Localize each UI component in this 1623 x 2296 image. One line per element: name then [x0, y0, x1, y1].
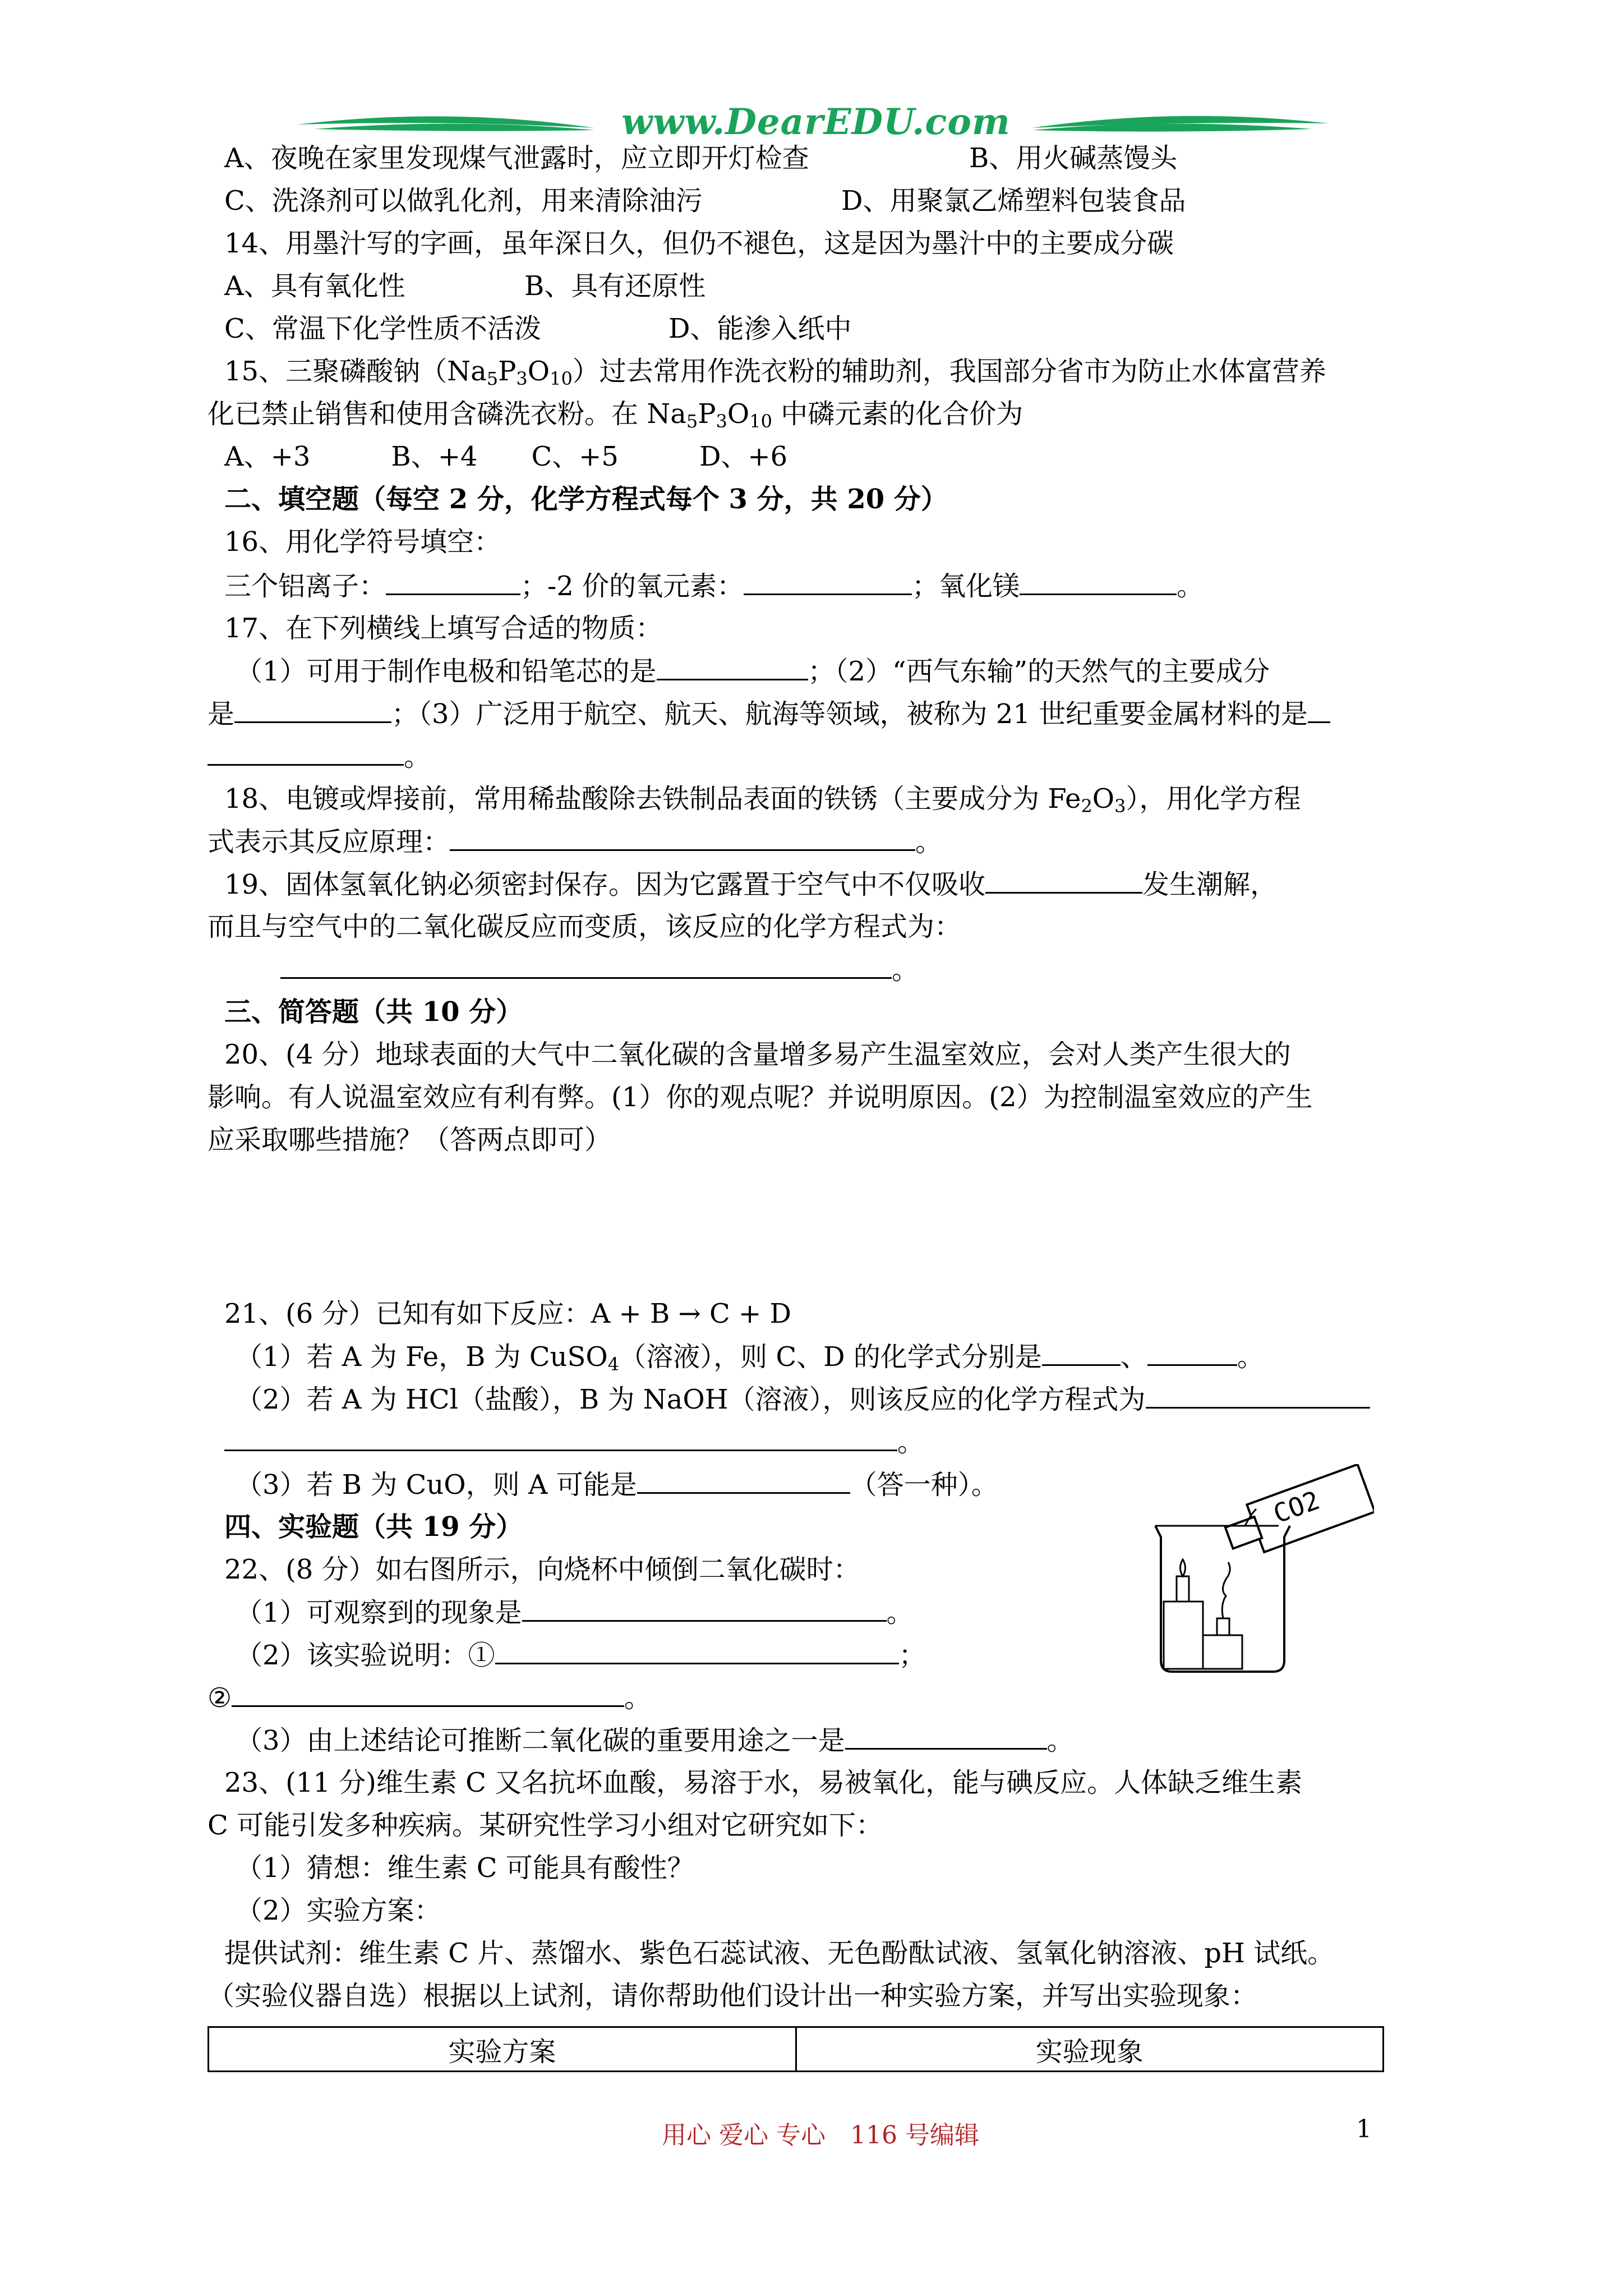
q15-options: A、+3 B、+4 C、+5 D、+6	[224, 441, 788, 472]
q18-stem: 18、电镀或焊接前，常用稀盐酸除去铁制品表面的铁锈（主要成分为 $Fe_2O_3$），用化学方程	[224, 783, 1301, 817]
q19-stem-2: 而且与空气中的二氧化碳反应而变质，该反应的化学方程式为：	[208, 911, 962, 942]
q16-blanks: 三个铝离子： ；-2 价的氧元素： ；氧化镁 。	[224, 569, 1204, 603]
q23-stem-1: 23、(11 分)维生素 C 又名抗坏血酸，易溶于水，易被氧化，能与碘反应。人体缺乏维生素	[224, 1767, 1303, 1798]
section-4-title: 四、实验题（共 19 分）	[224, 1511, 523, 1543]
answer-blank[interactable]	[1308, 697, 1330, 723]
q13-option-c: C、洗涤剂可以做乳化剂，用来清除油污	[224, 185, 703, 217]
q22-stem: 22、(8 分）如右图所示，向烧杯中倾倒二氧化碳时：	[224, 1554, 860, 1585]
page-number: 1	[1356, 2115, 1372, 2143]
table-header-plan: 实验方案	[209, 2027, 796, 2072]
q20-stem-3: 应采取哪些措施？（答两点即可）	[208, 1124, 612, 1156]
answer-blank[interactable]	[1146, 1382, 1370, 1409]
answer-blank[interactable]	[637, 1467, 850, 1494]
answer-blank[interactable]	[234, 697, 391, 723]
q23-instructions: （实验仪器自选）根据以上试剂，请你帮助他们设计出一种实验方案，并写出实验现象：	[208, 1980, 1258, 2012]
q17-part2: 是 ；（3）广泛用于航空、航天、航海等领域，被称为 21 世纪重要金属材料的是	[208, 697, 1330, 731]
answer-blank[interactable]	[1020, 569, 1177, 595]
answer-blank[interactable]	[657, 654, 808, 680]
q20-stem-1: 20、(4 分）地球表面的大气中二氧化碳的含量增多易产生温室效应，会对人类产生很大的	[224, 1039, 1291, 1070]
q23-part2: （2）实验方案：	[236, 1895, 441, 1926]
q14-stem: 14、用墨汁写的字画，虽年深日久，但仍不褪色，这是因为墨汁中的主要成分碳	[224, 228, 1174, 259]
answer-blank[interactable]	[450, 825, 915, 851]
q21-stem: 21、(6 分）已知有如下反应：A + B → C + D	[224, 1298, 791, 1329]
q17-stem: 17、在下列横线上填写合适的物质：	[224, 613, 663, 644]
site-logo: www.DearEDU.com	[621, 101, 1011, 143]
section-3-title: 三、简答题（共 10 分）	[224, 996, 523, 1028]
answer-blank[interactable]	[985, 867, 1142, 894]
answer-blank[interactable]	[208, 739, 404, 766]
q15-stem-2: 化已禁止销售和使用含磷洗衣粉。在 $Na_5P_3O_{10}$ 中磷元素的化合价为	[208, 398, 1023, 432]
q16-stem: 16、用化学符号填空：	[224, 526, 501, 558]
q14-option-a: A、具有氧化性	[224, 270, 405, 302]
footer-text: 用心 爱心 专心 116 号编辑	[662, 2121, 979, 2150]
q23-stem-2: C 可能引发多种疾病。某研究性学习小组对它研究如下：	[208, 1810, 883, 1841]
section-2-title: 二、填空题（每空 2 分，化学方程式每个 3 分，共 20 分）	[224, 484, 948, 515]
answer-blank[interactable]	[232, 1681, 624, 1707]
q13-option-a: A、夜晚在家里发现煤气泄露时，应立即开灯检查	[224, 142, 809, 174]
answer-blank[interactable]	[744, 569, 912, 595]
q13-option-d: D、用聚氯乙烯塑料包装食品	[841, 185, 1186, 217]
answer-blank[interactable]	[1042, 1340, 1121, 1366]
q22-part1: （1）可观察到的现象是 。	[236, 1595, 914, 1630]
q21-part1: （1）若 A 为 Fe，B 为 CuSO$_4$（溶液），则 C、D 的化学式分别是 、 。	[236, 1340, 1264, 1374]
q17-part3: 。	[208, 739, 431, 774]
table-header-row	[209, 2027, 1384, 2072]
q20-stem-2: 影响。有人说温室效应有利有弊。(1）你的观点呢？并说明原因。(2）为控制温室效应的产生	[208, 1082, 1313, 1113]
q23-part1: （1）猜想：维生素 C 可能具有酸性？	[236, 1852, 694, 1884]
q21-part2: （2）若 A 为 HCl（盐酸），B 为 NaOH（溶液），则该反应的化学方程式为	[236, 1382, 1370, 1416]
answer-blank[interactable]	[845, 1723, 1047, 1750]
q19-stem: 19、固体氢氧化钠必须密封保存。因为它露置于空气中不仅吸收 发生潮解，	[224, 867, 1277, 901]
q22-part2b: ② 。	[208, 1681, 651, 1715]
answer-blank[interactable]	[224, 1425, 897, 1451]
q18-answer: 式表示其反应原理： 。	[208, 825, 942, 859]
answer-blank[interactable]	[1147, 1340, 1237, 1366]
q14-option-c: C、常温下化学性质不活泼	[224, 313, 541, 344]
q22-part2: （2）该实验说明：① ；	[236, 1638, 926, 1672]
q14-option-d: D、能渗入纸中	[668, 313, 852, 344]
q19-answer: 。	[208, 953, 919, 987]
q21-part3: （3）若 B 为 CuO，则 A 可能是 （答一种）。	[236, 1467, 998, 1502]
bottle-label: CO2	[1269, 1484, 1324, 1529]
answer-blank[interactable]	[522, 1595, 887, 1622]
q15-stem: 15、三聚磷酸钠$(Na_5P_3O_{10})$过去常用作洗衣粉的辅助剂，我国部分省市为防止水体富营养	[224, 356, 1326, 389]
q17-part1: （1）可用于制作电极和铅笔芯的是 ；（2）“西气东输”的天然气的主要成分	[236, 654, 1270, 688]
q21-part2-answer: 。	[224, 1425, 924, 1459]
table-header-phenomenon: 实验现象	[796, 2027, 1384, 2072]
answer-blank[interactable]	[495, 1638, 899, 1664]
page-footer	[0, 2115, 1623, 2160]
experiment-table	[208, 2026, 1384, 2072]
co2-beaker-figure	[1138, 1464, 1374, 1688]
answer-blank[interactable]	[280, 953, 892, 979]
q23-reagents: 提供试剂：维生素 C 片、蒸馏水、紫色石蕊试液、无色酚酞试液、氢氧化钠溶液、pH 试纸。	[224, 1938, 1335, 1969]
answer-blank[interactable]	[386, 569, 520, 595]
q22-part3: （3）由上述结论可推断二氧化碳的重要用途之一是 。	[236, 1723, 1074, 1757]
q13-option-b: B、用火碱蒸馒头	[969, 142, 1178, 174]
q14-option-b: B、具有还原性	[524, 270, 706, 302]
